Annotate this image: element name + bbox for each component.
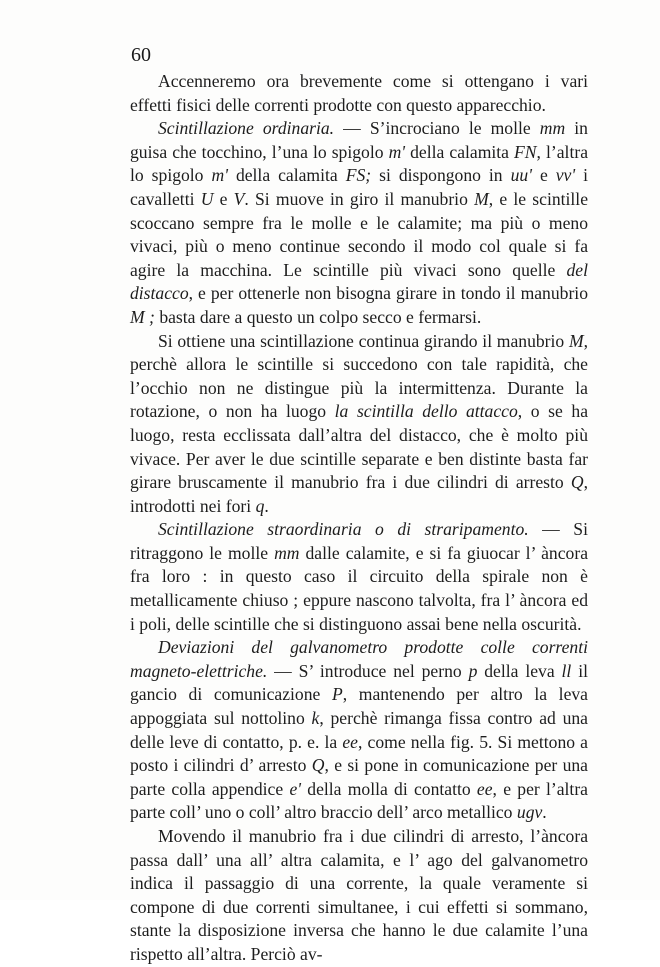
text-run: i cavalletti xyxy=(130,165,589,209)
body-text xyxy=(130,70,588,967)
italic-text: ll xyxy=(561,660,572,681)
text-run: Si ottiene una scintillazione continua girando il manubrio xyxy=(158,330,569,351)
paragraph xyxy=(130,70,588,117)
italic-text: Scintillazione ordinaria. xyxy=(158,118,335,139)
text-run: . xyxy=(542,802,547,823)
text-run: , e le scintille scoccano sempre fra le molle e le calamite; ma più o meno vivaci, più o meno continue secondo il modo col quale si fa agire la macchina. Le scintille più vivaci sono quelle xyxy=(130,188,588,280)
italic-text: P xyxy=(331,684,343,705)
italic-text: m' xyxy=(388,141,406,162)
text-run: il gancio di comunicazione xyxy=(130,660,588,705)
text-run: e xyxy=(531,165,556,186)
italic-text: del distacco xyxy=(130,259,588,304)
text-run: della calamita xyxy=(227,165,346,186)
text-run: si dispongono in xyxy=(371,165,511,186)
paragraph xyxy=(130,117,588,329)
text-run: , perchè allora le scintille si succedono con tale rapidità, che l’occhio non ne distingue più la intermittenza. Durante la rotazione, o non ha luogo xyxy=(130,330,588,422)
text-run: . xyxy=(264,495,269,516)
paragraph xyxy=(130,636,588,825)
italic-text: U xyxy=(200,188,214,209)
text-run: , e per l’altra parte coll’ uno o coll’ altro braccio dell’ arco metallico xyxy=(130,778,588,823)
italic-text: ee xyxy=(476,778,493,799)
text-run: — Si ritraggono le molle xyxy=(130,519,588,563)
text-run: — S’ introduce nel perno xyxy=(267,660,469,681)
paragraph xyxy=(130,825,588,967)
italic-text: k xyxy=(311,708,320,729)
paragraph xyxy=(130,330,588,519)
italic-text: e' xyxy=(289,778,302,799)
text-run: in guisa che tocchino, l’una lo spigolo xyxy=(130,118,588,162)
italic-text: FS; xyxy=(345,165,372,186)
text-run: , o se ha luogo, resta ecclissata dall’altra del distacco, che è molto più vivace. Per aver le due scintille separate e ben distinte basta far girare bruscamente il manubrio fra i due cilindri di arresto xyxy=(130,401,589,493)
text-run: , introdotti nei fori xyxy=(130,472,588,516)
text-run: , e si pone in comunicazione per una parte colla appendice xyxy=(130,755,588,799)
text-run: , come nella fig. 5. Si mettono a posto i cilindri d’ arresto xyxy=(130,731,588,776)
text-run: basta dare a questo un colpo secco e fermarsi. xyxy=(154,306,482,327)
text-run: della molla di contatto xyxy=(301,778,477,799)
italic-text: vv' xyxy=(555,165,576,186)
text-run: della leva xyxy=(477,660,562,681)
italic-text: FN xyxy=(514,141,537,162)
text-run: — S’incrociano le molle xyxy=(334,118,540,139)
italic-text: la scintilla dello attacco xyxy=(334,401,518,422)
text-run: della calamita xyxy=(405,141,515,162)
text-run: dalle calamite, e si fa giuocar l’ àncora fra loro : in questo caso il circuito della spirale non è metallicamente chiuso ; eppure nascono talvolta, fra l’ àncora ed i poli, delle scintille che si distinguono assai bene nella oscurità. xyxy=(130,542,589,634)
italic-text: Deviazioni del galvanometro prodotte colle correnti magneto-elettriche. xyxy=(130,637,588,681)
italic-text: Q xyxy=(570,472,584,493)
text-run: , e per ottenerle non bisogna girare in tondo il manubrio xyxy=(188,283,588,304)
italic-text: q xyxy=(255,495,265,516)
text-run: , mantenendo per altro la leva appoggiata sul nottolino xyxy=(130,684,588,729)
italic-text: uu' xyxy=(510,165,532,186)
italic-text: M xyxy=(568,330,584,351)
text-run: . Si muove in giro il manubrio xyxy=(244,188,475,209)
italic-text: ee xyxy=(342,731,358,752)
italic-text: Scintillazione straordinaria o di straripamento. xyxy=(158,519,529,540)
italic-text: p xyxy=(468,660,478,681)
italic-text: V xyxy=(233,188,245,209)
paragraph xyxy=(130,518,588,636)
italic-text: ugv xyxy=(516,802,543,823)
text-run: , l’altra lo spigolo xyxy=(130,141,588,186)
text-run: , perchè rimanga fissa contro ad una delle leve di contatto, p. e. la xyxy=(130,708,588,752)
italic-text: M ; xyxy=(130,306,155,327)
text-run: Movendo il manubrio fra i due cilindri di arresto, l’àncora passa dall’ una all’ altra calamita, e l’ ago del galvanometro indica il passaggio di una corrente, la quale veramente si compone di due correnti simultanee, i cui effetti si sommano, stante la disposizione inversa che hanno le due calamite l’una rispetto all’altra. Perciò av- xyxy=(130,826,588,964)
italic-text: M xyxy=(474,188,489,209)
italic-text: mm xyxy=(274,542,300,563)
text-run: Accenneremo ora brevemente come si ottengano i vari effetti fisici delle correnti prodotte con questo apparecchio. xyxy=(130,71,588,115)
page-number: 60 xyxy=(131,44,151,66)
italic-text: mm xyxy=(539,118,566,139)
italic-text: m' xyxy=(211,165,228,186)
italic-text: Q xyxy=(311,755,325,776)
text-run: e xyxy=(213,188,234,209)
